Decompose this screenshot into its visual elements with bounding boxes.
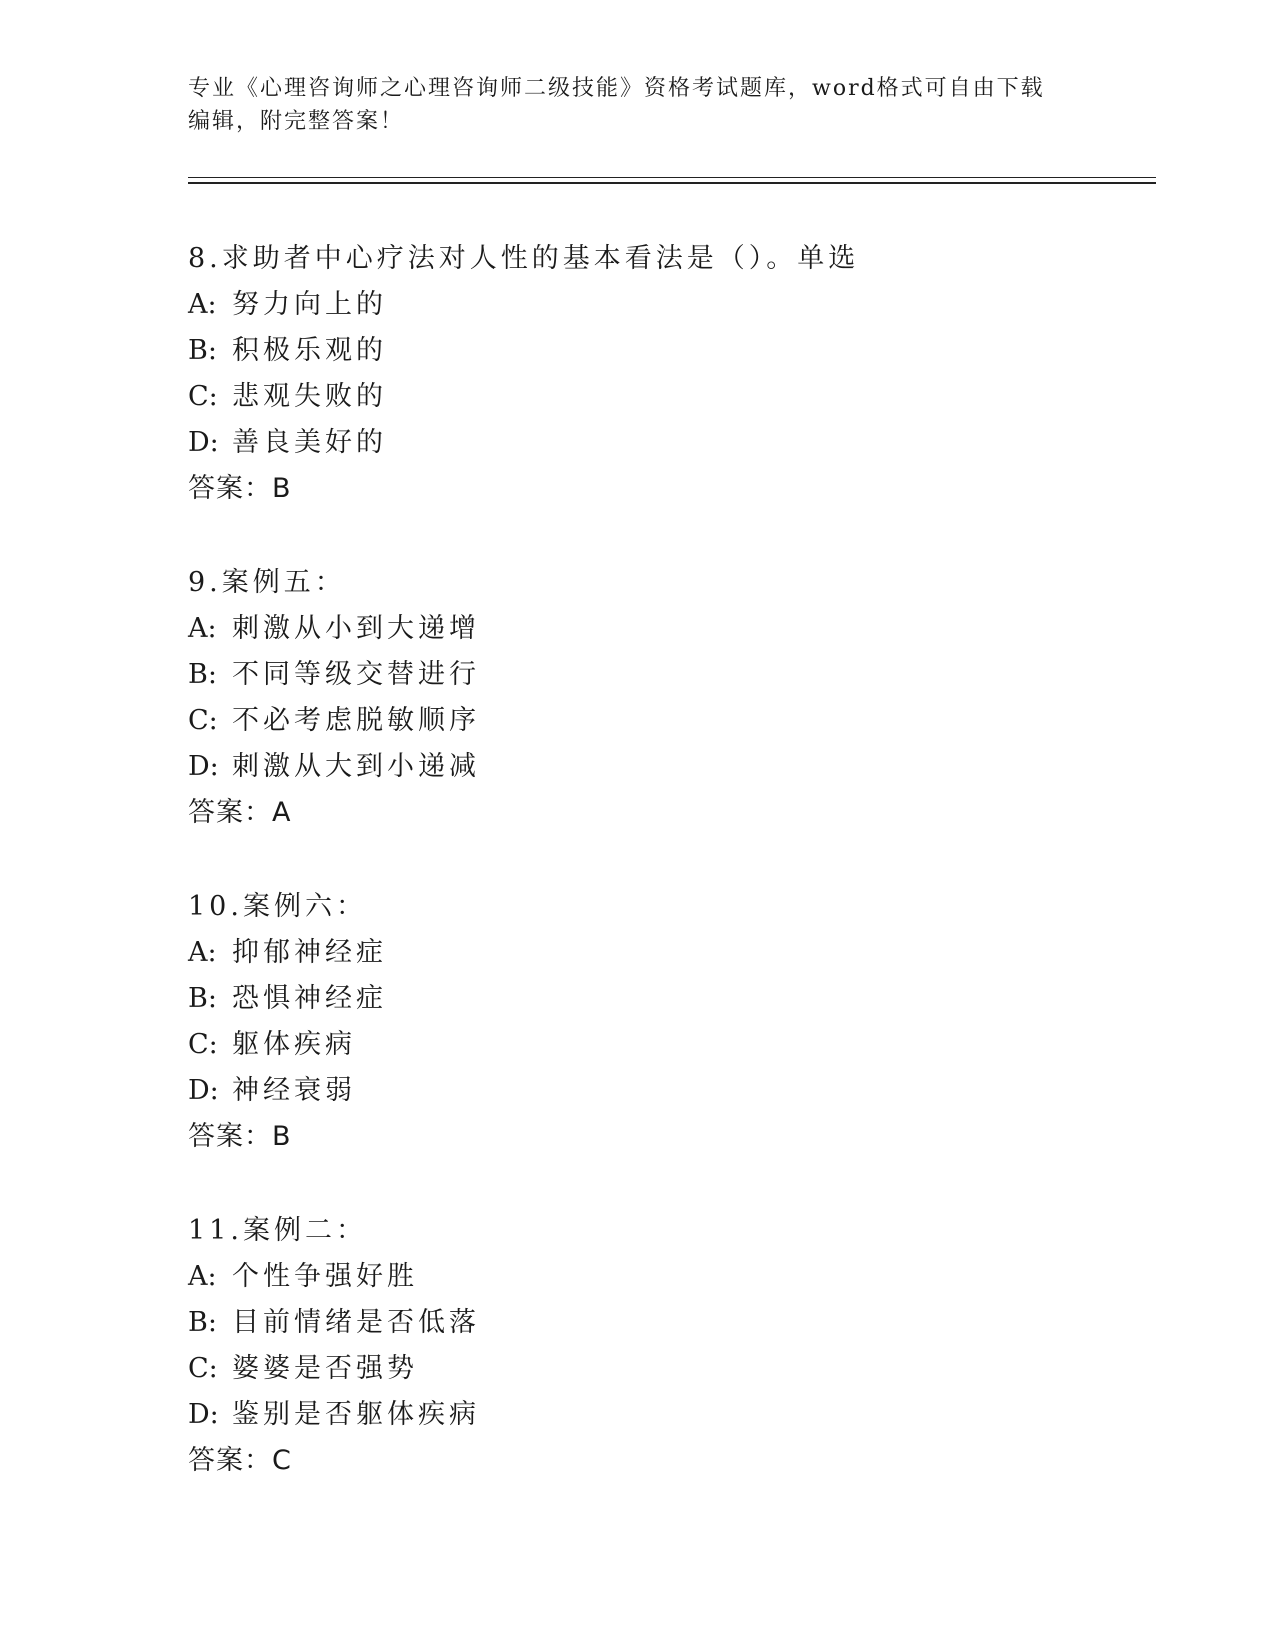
option-text: 不同等级交替进行 [232,659,480,690]
header-rule-thick [188,182,1156,184]
option-b [188,976,1148,1022]
option-b [188,652,1148,698]
option-key: C: [188,1353,218,1384]
option-key: D: [188,427,219,458]
option-key: A: [188,937,217,968]
option-key: C: [188,705,218,736]
header-rule-thin [188,177,1156,178]
question-stem: 8.求助者中心疗法对人性的基本看法是（）。单选 [188,243,860,274]
option-c [188,1022,1148,1068]
option-a [188,930,1148,976]
question-item [188,884,1148,1160]
option-key: A: [188,1261,217,1292]
question-stem: 9.案例五： [188,567,346,598]
option-key: D: [188,751,219,782]
answer-line: 答案：C [188,1445,292,1476]
option-c [188,374,1148,420]
option-text: 积极乐观的 [232,335,387,366]
option-text: 努力向上的 [232,289,387,320]
option-d [188,1068,1148,1114]
option-c [188,698,1148,744]
option-text: 善良美好的 [232,427,387,458]
option-text: 个性争强好胜 [232,1261,418,1292]
option-key: A: [188,289,217,320]
option-text: 婆婆是否强势 [232,1353,418,1384]
answer-line: 答案：B [188,473,292,504]
option-d [188,744,1148,790]
option-text: 刺激从小到大递增 [232,613,480,644]
option-b [188,1300,1148,1346]
option-text: 抑郁神经症 [232,937,387,968]
option-d [188,420,1148,466]
option-text: 目前情绪是否低落 [232,1307,480,1338]
option-key: C: [188,1029,218,1060]
option-text: 悲观失败的 [232,381,387,412]
option-text: 鉴别是否躯体疾病 [232,1399,480,1430]
question-item [188,560,1148,836]
option-d [188,1392,1148,1438]
option-text: 神经衰弱 [232,1075,356,1106]
question-list [188,236,1148,1484]
option-b [188,328,1148,374]
document-header [188,72,1068,138]
question-stem: 10.案例六： [188,891,367,922]
option-text: 刺激从大到小递减 [232,751,480,782]
option-key: B: [188,983,217,1014]
option-key: B: [188,659,217,690]
question-item [188,236,1148,512]
option-key: B: [188,335,217,366]
header-line-2: 编辑，附完整答案！ [188,109,405,134]
option-key: C: [188,381,218,412]
option-a [188,282,1148,328]
answer-line: 答案：A [188,797,292,828]
header-line-1: 专业《心理咨询师之心理咨询师二级技能》资格考试题库，word格式可自由下载 [188,76,1045,101]
option-a [188,606,1148,652]
question-stem: 11.案例二： [188,1215,367,1246]
option-text: 恐惧神经症 [232,983,387,1014]
option-text: 躯体疾病 [232,1029,356,1060]
option-key: D: [188,1075,219,1106]
option-key: A: [188,613,217,644]
question-item [188,1208,1148,1484]
option-a [188,1254,1148,1300]
option-text: 不必考虑脱敏顺序 [232,705,480,736]
option-key: D: [188,1399,219,1430]
option-key: B: [188,1307,217,1338]
option-c [188,1346,1148,1392]
answer-line: 答案：B [188,1121,292,1152]
